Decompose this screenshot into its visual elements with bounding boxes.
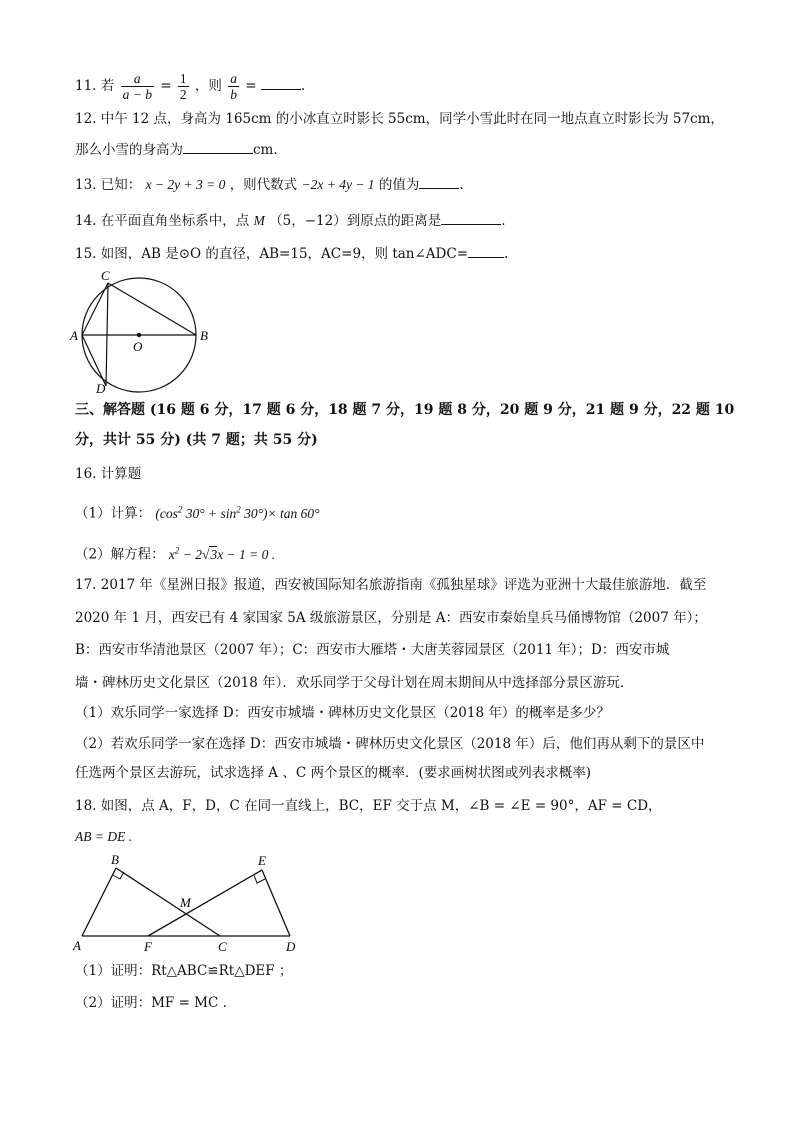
question-15: 15. 如图，AB 是⊙O 的直径，AB=15，AC=9，则 tan∠ADC= .	[75, 246, 509, 262]
right-angle-mark-e	[254, 875, 265, 883]
question-17-line-3: B：西安市华清池景区（2007 年）；C：西安市大雁塔・大唐芙蓉园景区（2011 年）；D：西安市城	[75, 642, 670, 658]
figure-18-triangles-diagram	[70, 852, 310, 954]
question-18-part-2: （2）证明：MF = MC .	[75, 995, 227, 1011]
question-17-line-2: 2020 年 1 月，西安已有 4 家国家 5A 级旅游景区，分别是 A：西安市秦始皇兵马俑博物馆（2007 年）；	[75, 610, 707, 626]
q16-equation: $x^2 - 2√3x - 1 = 0$ .	[168, 545, 276, 562]
question-17-line-1: 17. 2017 年《星洲日报》报道，西安被国际知名旅游指南《孤独星球》评选为亚洲十大最佳旅游地．截至	[75, 577, 707, 593]
question-14: 14. 在平面直角坐标系中，点 M （5，−12）到原点的距离是 .	[75, 213, 506, 229]
question-16-part-2: （2）解方程： $x^2 - 2√3x - 1 = 0$ .	[75, 545, 276, 563]
segment-ab	[82, 868, 116, 936]
q11-prefix: 若	[100, 78, 115, 94]
label-a: A	[73, 938, 81, 953]
q11-fraction-asked: $\frac{a}{b}$	[230, 71, 237, 102]
center-point	[137, 333, 141, 337]
label-a: A	[70, 328, 78, 343]
segment-bc	[116, 868, 220, 936]
q11-answer-blank[interactable]	[261, 77, 301, 90]
label-c: C	[218, 939, 227, 954]
segment-ac	[82, 283, 108, 335]
section-3-heading-line-2: 分，共计 55 分) (共 7 题；共 55 分)	[75, 432, 318, 448]
label-f: F	[144, 939, 152, 954]
question-12-line-1: 12. 中午 12 点，身高为 165cm 的小冰直立时影长 55cm，同学小雪此时在同一地点直立时影长为 57cm，	[75, 111, 724, 127]
question-18-line-2: AB = DE .	[75, 829, 133, 844]
label-d: D	[286, 939, 296, 954]
q12-answer-blank[interactable]	[183, 141, 253, 154]
q13-answer-blank[interactable]	[419, 176, 459, 189]
question-17-part-2-cont: 任选两个景区去游玩，试求选择 A 、C 两个景区的概率．(要求画树状图或列表求概率)	[75, 765, 591, 781]
segment-de	[262, 870, 290, 936]
label-d: D	[96, 381, 106, 394]
segment-ad	[82, 335, 106, 386]
right-angle-mark-b	[113, 872, 124, 879]
question-16-title: 16. 计算题	[75, 466, 142, 482]
label-c: C	[101, 268, 110, 283]
label-o: O	[133, 339, 143, 354]
question-13: 13. 已知： x − 2y + 3 = 0 ，则代数式 −2x + 4y − 1 的值为 .	[75, 177, 464, 193]
question-18-line-1: 18. 如图，点 A，F，D，C 在同一直线上，BC，EF 交于点 M，∠B = ∠E = 90°，AF = CD，	[75, 798, 662, 814]
segment-bc	[108, 283, 196, 335]
label-e: E	[258, 853, 266, 868]
label-b: B	[200, 328, 208, 343]
label-m: M	[180, 895, 191, 910]
q11-fraction-given: $\frac{a}{a - b}$	[122, 71, 152, 102]
question-18-part-1: （1）证明：Rt△ABC≌Rt△DEF ；	[75, 963, 293, 979]
q14-answer-blank[interactable]	[441, 212, 501, 225]
q16-expression: ($\cos^2$ $30^\circ + \sin^2 30^\circ)\times \tan 60^\circ$	[155, 504, 320, 521]
question-17-part-2: （2）若欢乐同学一家在选择 D：西安市城墙・碑林历史文化景区（2018 年）后，他们再从剩下的景区中	[75, 736, 705, 752]
figure-15-circle-diagram	[68, 268, 218, 394]
question-16-part-1: （1）计算： ($\cos^2$ $30^\circ + \sin^2 30^\circ)\times \tan 60^\circ$	[75, 504, 320, 522]
question-17-part-1: （1）欢乐同学一家选择 D：西安市城墙・碑林历史文化景区（2018 年）的概率是多少？	[75, 705, 610, 721]
label-b: B	[111, 852, 119, 867]
section-3-heading-line-1: 三、解答题 (16 题 6 分，17 题 6 分，18 题 7 分，19 题 8 分，20 题 9 分，21 题 9 分，22 题 10	[75, 402, 735, 418]
question-11: 11. 若 $\frac{a}{a - b}$ = $\frac{1}{2}$ ，则 $\frac{a}{b}$ = .	[75, 71, 306, 102]
q15-answer-blank[interactable]	[468, 245, 504, 258]
question-17-line-4: 墙・碑林历史文化景区（2018 年）．欢乐同学于父母计划在周末期间从中选择部分景区游玩．	[75, 675, 634, 691]
q11-number: 11.	[75, 78, 97, 94]
q11-fraction-half: $\frac{1}{2}$	[179, 71, 187, 102]
question-12-line-2: 那么小雪的身高为 cm.	[75, 142, 278, 158]
